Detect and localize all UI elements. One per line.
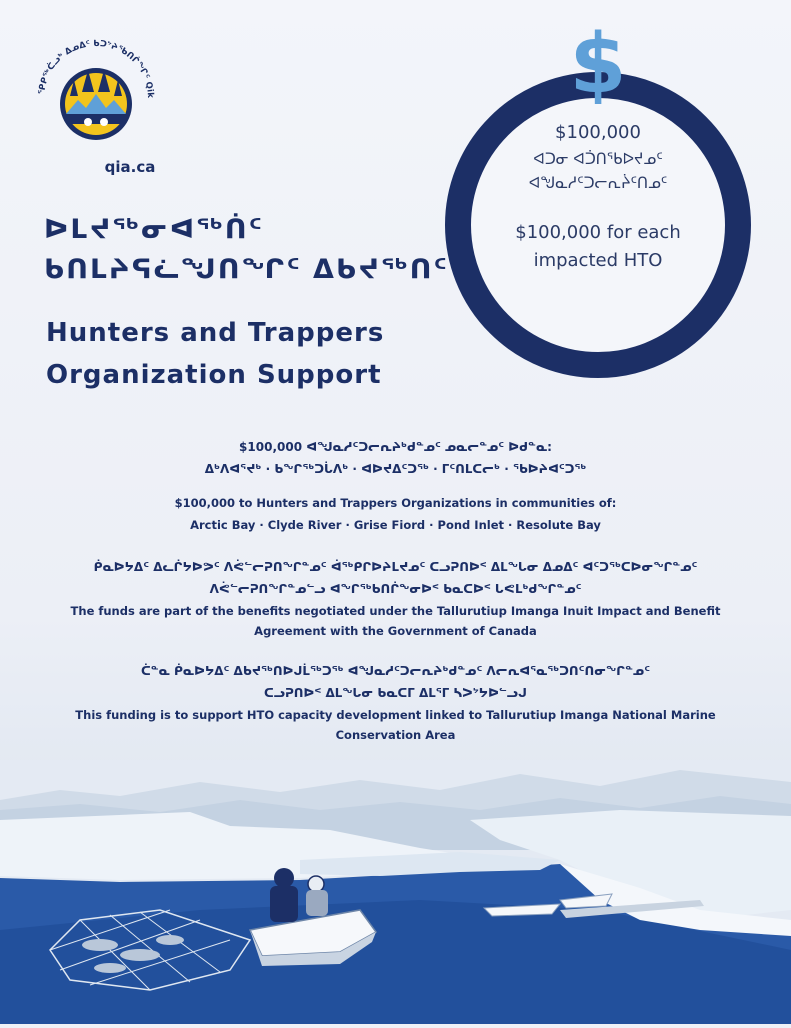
dollar-sign-icon: [563, 20, 633, 104]
svg-text:$: $: [569, 20, 627, 104]
callout-english-line2: impacted HTO: [533, 250, 663, 271]
svg-text:ᕿᑭᖅᑖᓗᒃ ᐃᓄᐃᑦ ᑲᑐᔾᔨᖃᑎᒌᖏᑦ Qikiqtan: ᕿᑭᖅᑖᓗᒃ ᐃᓄᐃᑦ ᑲᑐᔾᔨᖃᑎᒌᖏᑦ Qik: [36, 38, 156, 99]
section3-english-line1: This funding is to support HTO capacity development linked to Tallurutiup Imanga National Marine: [75, 708, 716, 722]
section2-english-line2: Agreement with the Government of Canada: [254, 624, 537, 638]
title-english-line1: Hunters and Trappers: [46, 318, 385, 348]
section3-syllabic-line1: ᑖᓐᓇ ᑮᓇᐅᔭᐃᑦ ᐃᑲᔪᖅᑎᐅᒍᒫᖅᑐᖅ ᐊᖑᓇᓱᑦᑐᓕᕆᔨᒃᑯᓐᓄᑦ ᐱᓕᕆᐊᕐᓇᖅᑐᑎᑦᑎᓂᖏᓐᓄᑦ: [140, 664, 651, 678]
arctic-scene-illustration: [0, 760, 791, 1024]
section1-syllabic-line1: $100,000 ᐊᖑᓇᓱᑦᑐᓕᕆᔨᒃᑯᓐᓄᑦ ᓄᓇᓕᓐᓄᑦ ᐅᑯᓐᓇ:: [239, 440, 552, 454]
callout-syllabic-line2: ᐊᖑᓇᓱᑦᑐᓕᕆᔩᑦᑎᓄᑦ: [528, 174, 668, 192]
section3-syllabic-line2: ᑕᓗᕈᑎᐅᑉ ᐃᒪᖓᓂ ᑲᓇᑕᒥ ᐃᒪᕐᒥ ᓴᐳᔾᔭᐅᓪᓗᒍ: [264, 686, 527, 700]
callout-syllabic-line1: ᐊᑐᓂ ᐊᑑᑎᖃᐅᔪᓄᑦ: [533, 150, 663, 168]
section2-english-line1: The funds are part of the benefits negotiated under the Tallurutiup Imanga Inuit Impact and Benefit: [70, 604, 721, 618]
title-syllabic-line2: ᑲᑎᒪᔨᕋᓛᖑᑎᖏᑦ ᐃᑲᔪᖅᑎᑦ: [44, 254, 449, 285]
section1-syllabic-line2: ᐃᒃᐱᐊᕐᔪᒃ · ᑲᖏᖅᑐᒑᐱᒃ · ᐊᐅᔪᐃᑦᑐᖅ · ᒥᑦᑎᒪᑕᓕᒃ · ᖃᐅᔨᐊᑦᑐᖅ: [204, 462, 587, 476]
callout-english-line1: $100,000 for each: [515, 222, 681, 243]
section2-syllabic-line2: ᐱᕚᓪᓕᕈᑎᖏᓐᓄᓪᓗ ᐊᖏᖅᑲᑎᒌᖕᓂᐅᑉ ᑲᓇᑕᐅᑉ ᒐᕙᒪᒃᑯᖏᓐᓄᑦ: [209, 582, 582, 596]
title-english-line2: Organization Support: [46, 360, 382, 390]
qia-emblem-icon: [26, 18, 166, 158]
section3-english-line2: Conservation Area: [335, 728, 456, 742]
section2-syllabic-line1: ᑮᓇᐅᔭᐃᑦ ᐃᓚᒌᔭᐅᕗᑦ ᐱᕚᓪᓕᕈᑎᖏᓐᓄᑦ ᐋᖅᑭᒋᐅᔨᒪᔪᓄᑦ ᑕᓗᕈᑎᐅᑉ ᐃᒪᖓᓂ ᐃᓄᐃᑦ ᐊᑦᑐᖅᑕᐅᓂᖏᓐᓄᑦ: [93, 560, 698, 574]
title-syllabic-line1: ᐅᒪᔪᖅᓂᐊᖅᑏᑦ: [44, 214, 264, 245]
callout-amount: $100,000: [555, 122, 641, 143]
section1-english-line2: Arctic Bay · Clyde River · Grise Fiord · Pond Inlet · Resolute Bay: [190, 518, 601, 532]
section1-english-line1: $100,000 to Hunters and Trappers Organizations in communities of:: [174, 496, 617, 510]
logo-url: qia.ca: [104, 158, 156, 176]
qia-logo: [26, 18, 166, 176]
